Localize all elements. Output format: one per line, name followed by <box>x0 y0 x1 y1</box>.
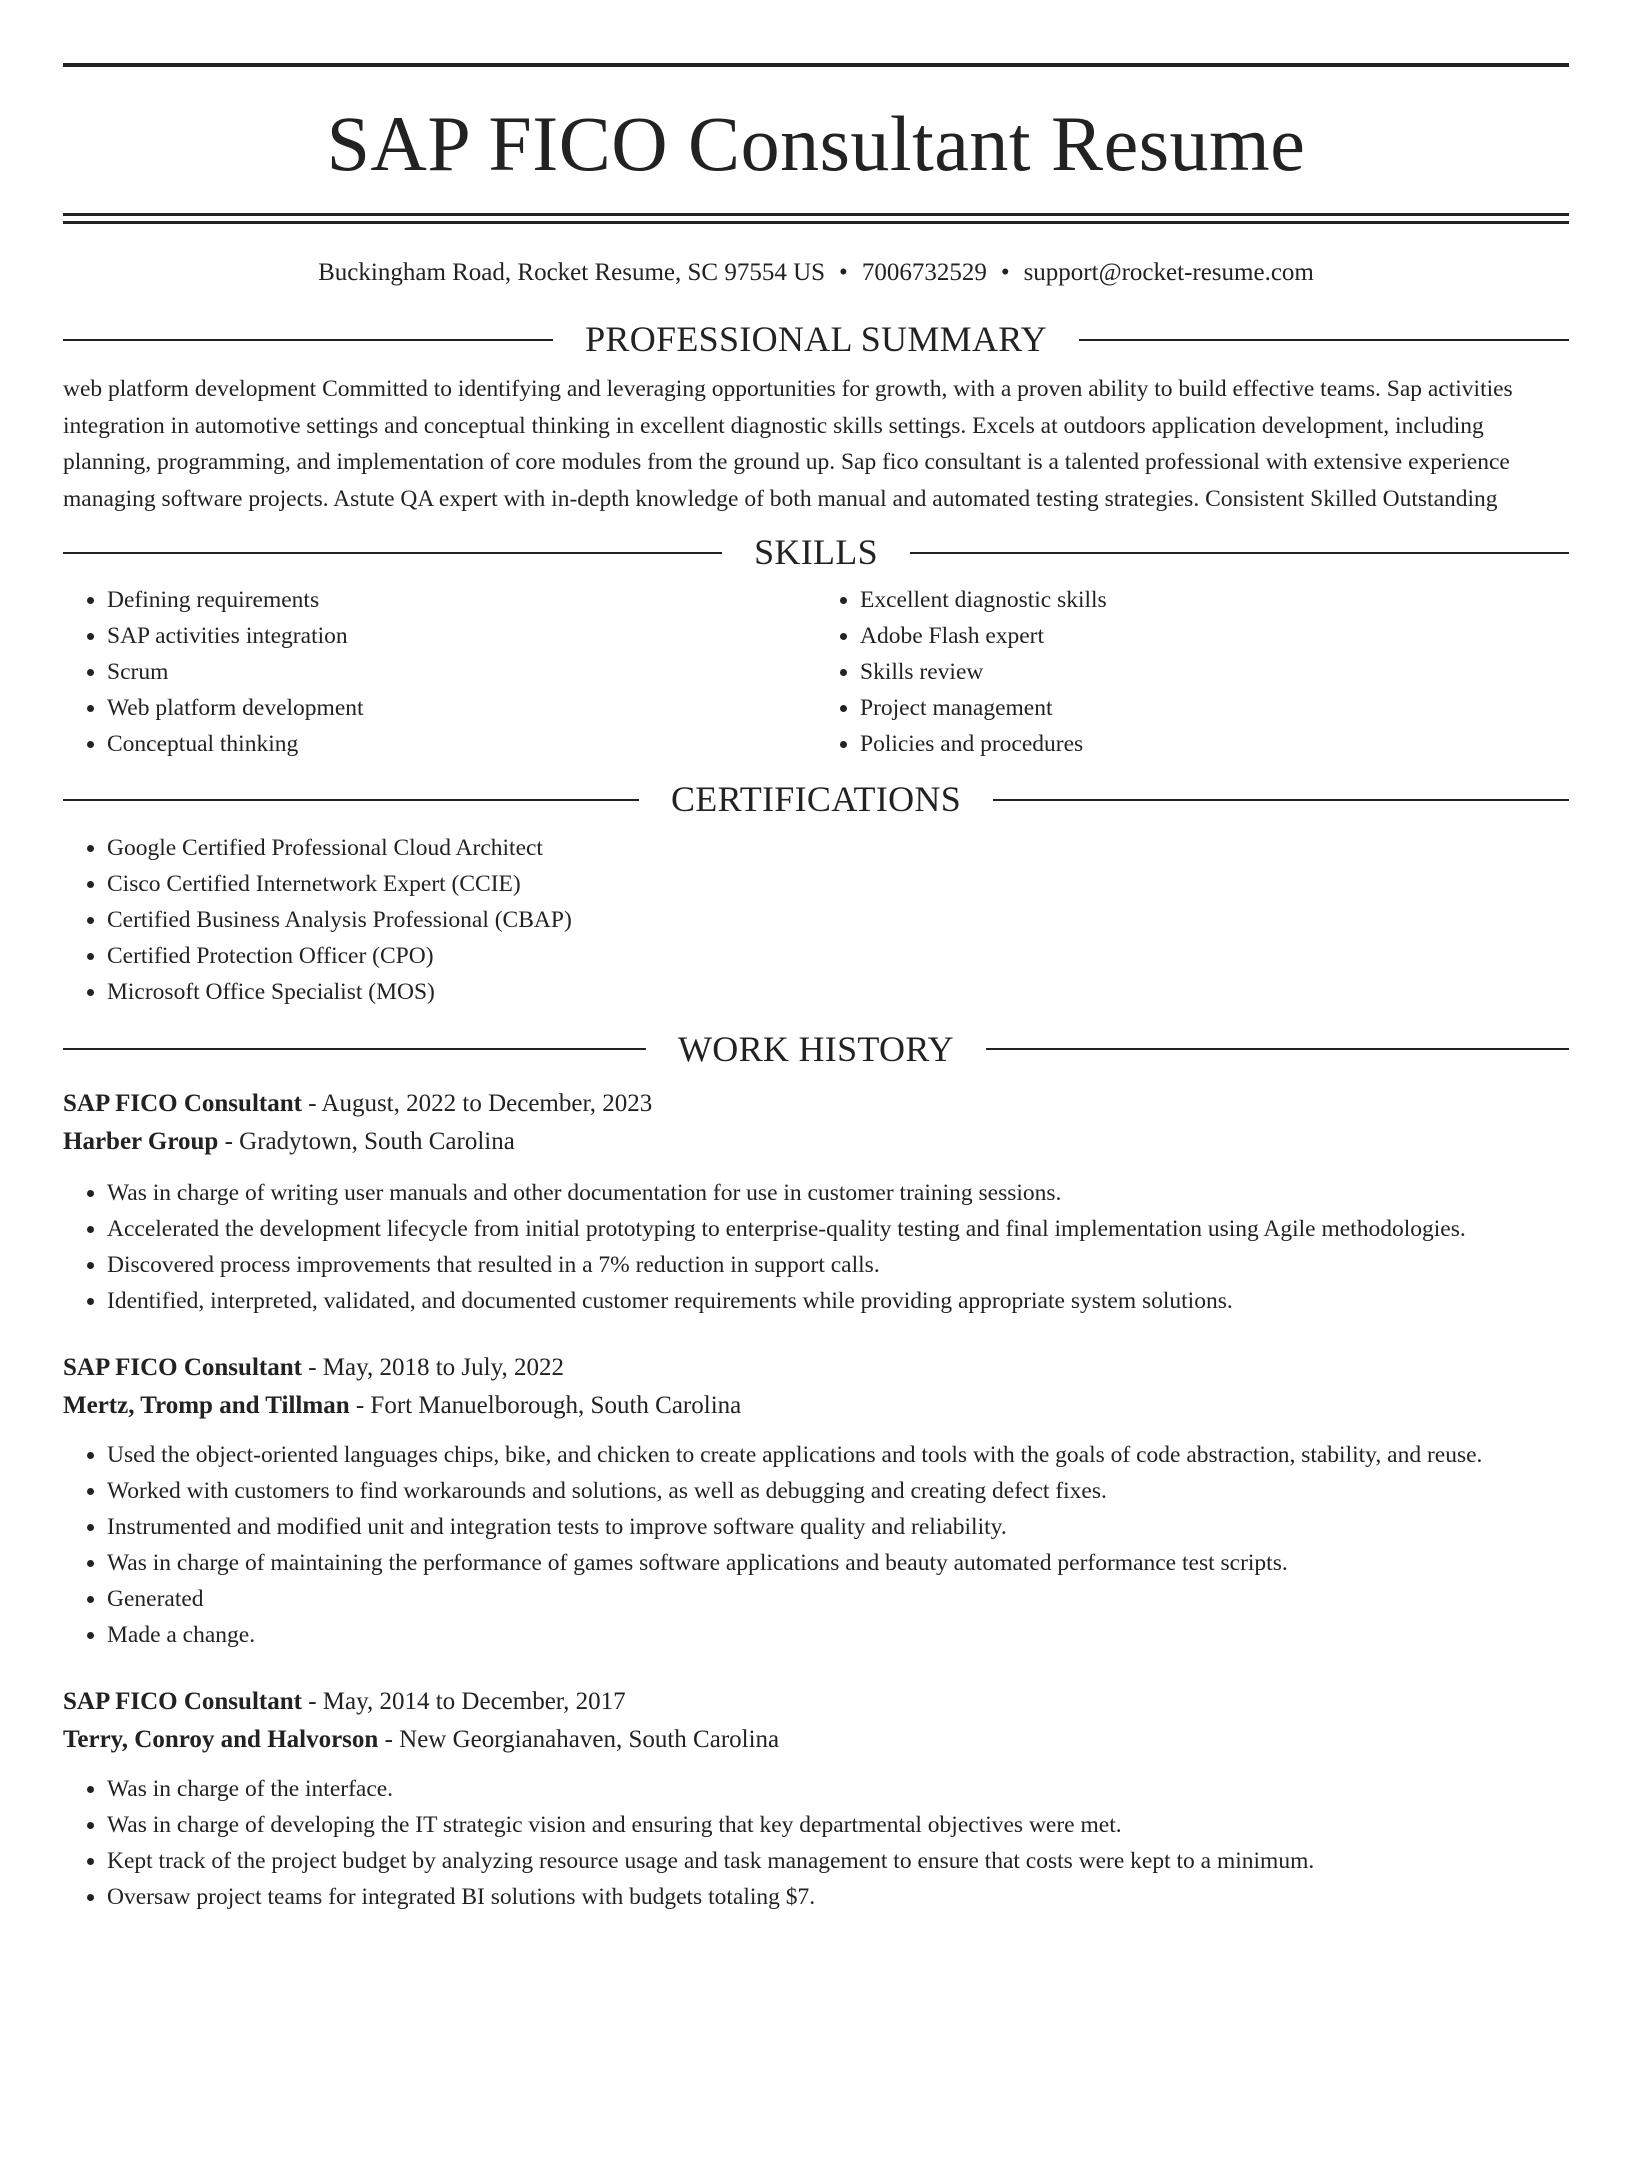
certification-item: • Certified Protection Officer (CPO) <box>107 938 1569 974</box>
job-title-line <box>63 1349 1569 1387</box>
job-bullet: • Discovered process improvements that resulted in a 7% reduction in support calls. <box>107 1247 1569 1283</box>
job-bullets <box>63 1175 1569 1319</box>
job-location: - Gradytown, South Carolina <box>218 1127 515 1155</box>
resume-page <box>0 63 1632 2175</box>
section-rule <box>63 1048 646 1050</box>
summary-text: web platform development Committed to identifying and leveraging opportunities for growth, with a proven ability to build effective teams. Sap activities integration in automotive settings and conceptual thinking in excellent diagnostic skills settings. Excels at outdoors application development, including planning, programming, and implementation of core modules from the ground up. Sap fico consultant is a talented professional with extensive experience managing software projects. Astute QA expert with in-depth knowledge of both manual and automated testing strategies. Consistent Skilled Outstanding <box>63 376 1513 512</box>
job-bullet: • Kept track of the project budget by analyzing resource usage and task management to ensure that costs were kept to a minimum. <box>107 1843 1569 1879</box>
job-entry <box>63 1683 1569 1915</box>
job-bullets <box>63 1771 1569 1915</box>
job-bullet: • Was in charge of writing user manuals and other documentation for use in customer training sessions. <box>107 1175 1569 1211</box>
skill-item: • SAP activities integration <box>107 618 816 654</box>
certifications-list <box>63 830 1569 1010</box>
skill-item: • Skills review <box>860 654 1569 690</box>
skills-grid <box>63 582 1569 762</box>
job-bullet: • Was in charge of the interface. <box>107 1771 1569 1807</box>
job-entry <box>63 1349 1569 1653</box>
certifications-section-header <box>63 778 1569 821</box>
job-title-line <box>63 1683 1569 1721</box>
job-location: - Fort Manuelborough, South Carolina <box>349 1391 742 1419</box>
job-bullet: • Was in charge of maintaining the performance of games software applications and beauty automated performance test scripts. <box>107 1545 1569 1581</box>
job-bullet: • Oversaw project teams for integrated BI solutions with budgets totaling $7. <box>107 1879 1569 1915</box>
skill-item: • Policies and procedures <box>860 726 1569 762</box>
job-bullet: • Generated <box>107 1581 1569 1617</box>
summary-heading: PROFESSIONAL SUMMARY <box>585 319 1047 359</box>
contact-email[interactable]: support@rocket-resume.com <box>1023 259 1314 286</box>
job-company-line <box>63 1123 1569 1161</box>
summary-section-header <box>63 318 1569 361</box>
job-entry <box>63 1085 1569 1319</box>
section-rule <box>1079 339 1569 341</box>
job-location: - New Georgianahaven, South Carolina <box>378 1725 780 1753</box>
contact-separator: • <box>839 259 848 286</box>
job-bullet: • Accelerated the development lifecycle from initial prototyping to enterprise-quality testing and final implementation using Agile methodologies. <box>107 1211 1569 1247</box>
job-bullet: • Instrumented and modified unit and integration tests to improve software quality and reliability. <box>107 1509 1569 1545</box>
certification-item: • Cisco Certified Internetwork Expert (CCIE) <box>107 866 1569 902</box>
skills-section-header <box>63 531 1569 574</box>
certifications-heading: CERTIFICATIONS <box>670 779 962 820</box>
section-rule <box>63 799 639 801</box>
job-bullet: • Used the object-oriented languages chips, bike, and chicken to create applications and tools with the goals of code abstraction, stability, and reuse. <box>107 1437 1569 1473</box>
job-company: Mertz, Tromp and Tillman <box>63 1391 350 1419</box>
job-company: Terry, Conroy and Halvorson <box>63 1725 379 1753</box>
job-bullet: • Identified, interpreted, validated, and documented customer requirements while providing appropriate system solutions. <box>107 1283 1569 1319</box>
job-bullet: • Worked with customers to find workarounds and solutions, as well as debugging and creating defect fixes. <box>107 1473 1569 1509</box>
contact-phone[interactable]: 7006732529 <box>861 259 987 286</box>
contact-separator: • <box>1000 259 1010 286</box>
job-title-line <box>63 1085 1569 1123</box>
job-company: Harber Group <box>63 1127 219 1155</box>
certification-item: • Microsoft Office Specialist (MOS) <box>107 974 1569 1010</box>
skill-item: • Adobe Flash expert <box>860 618 1569 654</box>
job-company-line <box>63 1387 1569 1425</box>
certification-item: • Google Certified Professional Cloud Architect <box>107 830 1569 866</box>
skills-list-left <box>63 582 816 762</box>
job-bullets <box>63 1437 1569 1653</box>
contact-address: Buckingham Road, Rocket Resume, SC 97554 US <box>318 259 826 286</box>
title-double-rule <box>63 213 1569 224</box>
job-title: SAP FICO Consultant <box>63 1687 302 1715</box>
skill-item: • Scrum <box>107 654 816 690</box>
certification-item: • Certified Business Analysis Professional (CBAP) <box>107 902 1569 938</box>
job-dates: - May, 2014 to December, 2017 <box>301 1687 626 1715</box>
skills-heading: SKILLS <box>754 532 878 573</box>
job-dates: - May, 2018 to July, 2022 <box>301 1353 564 1381</box>
section-rule <box>63 339 553 341</box>
section-rule <box>986 1048 1569 1050</box>
top-rule <box>63 63 1569 67</box>
contact-line <box>63 258 1569 288</box>
resume-title: SAP FICO Consultant Resume <box>326 100 1306 187</box>
job-dates: - August, 2022 to December, 2023 <box>301 1089 653 1117</box>
skill-item: • Conceptual thinking <box>107 726 816 762</box>
job-title: SAP FICO Consultant <box>63 1353 302 1381</box>
skill-item: • Excellent diagnostic skills <box>860 582 1569 618</box>
job-company-line <box>63 1721 1569 1759</box>
job-bullet: • Made a change. <box>107 1617 1569 1653</box>
skill-item: • Web platform development <box>107 690 816 726</box>
section-rule <box>910 552 1569 554</box>
work-heading: WORK HISTORY <box>678 1028 954 1069</box>
skills-list-right <box>816 582 1569 762</box>
skill-item: • Project management <box>860 690 1569 726</box>
work-section-header <box>63 1028 1569 1071</box>
job-bullet: • Was in charge of developing the IT strategic vision and ensuring that key departmental objectives were met. <box>107 1807 1569 1843</box>
skill-item: • Defining requirements <box>107 582 816 618</box>
job-title: SAP FICO Consultant <box>63 1089 302 1117</box>
section-rule <box>63 552 722 554</box>
section-rule <box>993 799 1569 801</box>
